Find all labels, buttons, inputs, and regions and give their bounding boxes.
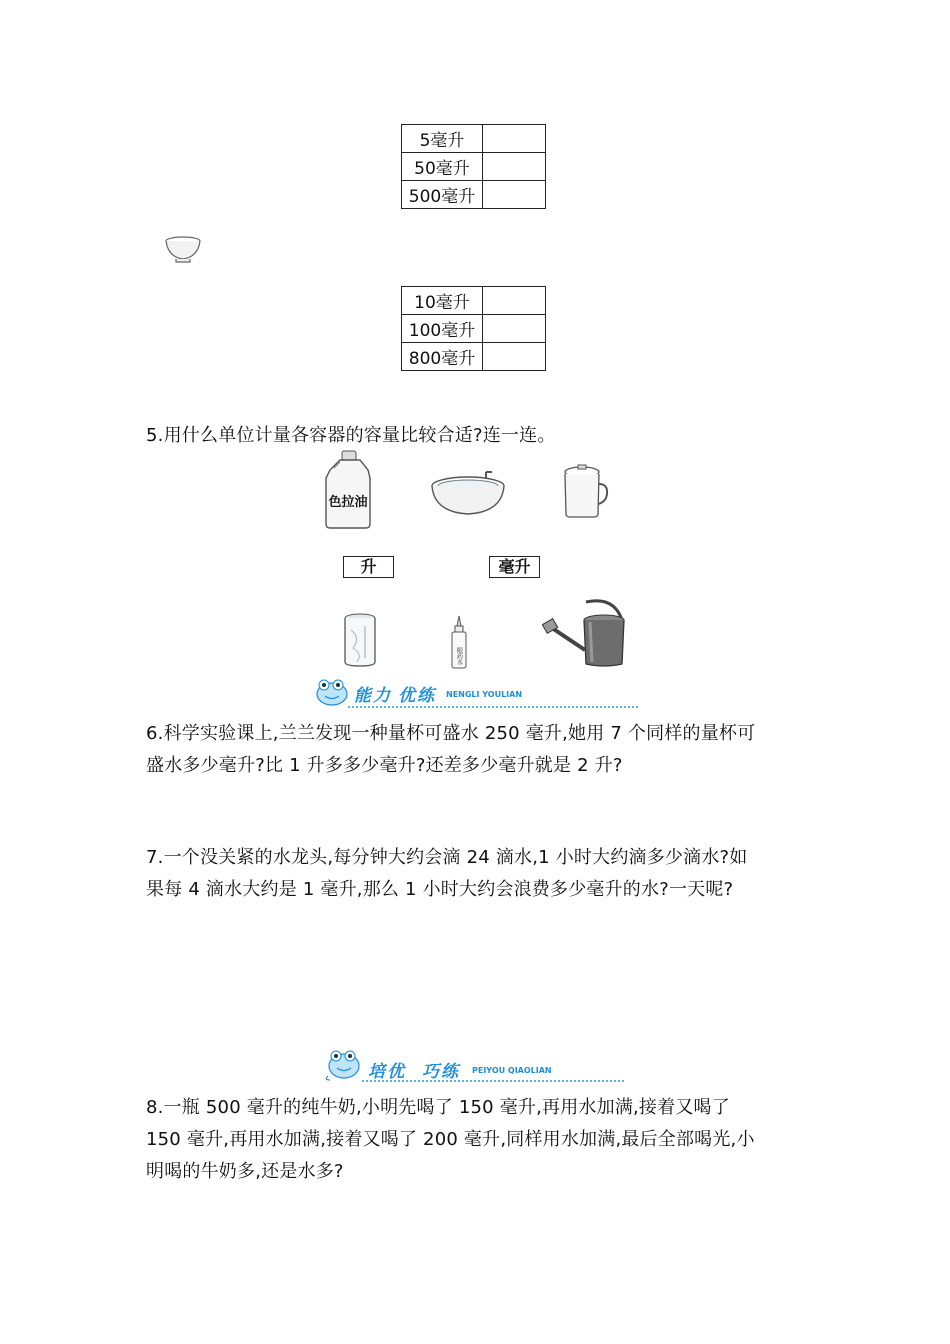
cup-icon: [560, 462, 610, 520]
frog-mascot-icon: [312, 676, 352, 708]
question-6: [146, 718, 755, 782]
option-label: 800毫升: [402, 343, 483, 371]
question-7-line-1: 7.一个没关紧的水龙头,每分钟大约会滴 24 滴水,1 小时大约滴多少滴水?如: [146, 847, 748, 868]
unit-liter-box[interactable]: 升: [343, 556, 394, 578]
option-label: 50毫升: [402, 153, 483, 181]
question-6-line-1: 6.科学实验课上,兰兰发现一种量杯可盛水 250 毫升,她用 7 个同样的量杯可: [146, 723, 756, 744]
banner-title: 培优: [368, 1062, 406, 1082]
answer-box[interactable]: [483, 287, 546, 315]
banner-divider: [348, 706, 638, 708]
soda-can-icon: [341, 612, 379, 668]
banner-subtitle: NENGLI YOULIAN: [446, 690, 523, 699]
frog-mascot-icon: [322, 1046, 364, 1082]
eye-drops-label: 眼药水: [455, 647, 463, 665]
option-label: 500毫升: [402, 181, 483, 209]
option-label: 5毫升: [402, 125, 483, 153]
bowl-icon: [163, 235, 203, 265]
question-6-line-2: 盛水多少毫升?比 1 升多多少毫升?还差多少毫升就是 2 升?: [146, 755, 623, 776]
question-7: [146, 842, 748, 906]
option-table-b: [401, 286, 546, 371]
oil-label: 色拉油: [328, 495, 368, 510]
watering-can-icon: [542, 598, 632, 670]
unit-ml-box[interactable]: 毫升: [489, 556, 540, 578]
eye-drops-icon: [449, 614, 469, 670]
answer-box[interactable]: [483, 125, 546, 153]
question-8-line-1: 8.一瓶 500 毫升的纯牛奶,小明先喝了 150 毫升,再用水加满,接着又喝了: [146, 1097, 730, 1118]
question-8: [146, 1092, 755, 1188]
answer-box[interactable]: [483, 153, 546, 181]
section-banner-ability: [312, 676, 638, 710]
section-banner-excellence: [322, 1044, 626, 1084]
question-8-line-2: 150 毫升,再用水加满,接着又喝了 200 毫升,同样用水加满,最后全部喝光,小: [146, 1129, 755, 1150]
option-table-a: [401, 124, 546, 209]
answer-box[interactable]: [483, 181, 546, 209]
option-label: 10毫升: [402, 287, 483, 315]
banner-divider: [362, 1080, 624, 1082]
oil-jug-icon: [320, 448, 380, 530]
banner-title-2: 巧练: [422, 1062, 460, 1082]
question-5: 5.用什么单位计量各容器的容量比较合适?连一连。: [146, 425, 556, 446]
bathtub-icon: [430, 466, 508, 518]
banner-subtitle: PEIYOU QIAOLIAN: [472, 1066, 552, 1075]
answer-box[interactable]: [483, 343, 546, 371]
banner-title-2: 优练: [398, 686, 436, 706]
question-8-line-3: 明喝的牛奶多,还是水多?: [146, 1161, 344, 1182]
banner-title: 能力: [354, 686, 392, 706]
question-7-line-2: 果每 4 滴水大约是 1 毫升,那么 1 小时大约会浪费多少毫升的水?一天呢?: [146, 879, 734, 900]
option-label: 100毫升: [402, 315, 483, 343]
answer-box[interactable]: [483, 315, 546, 343]
